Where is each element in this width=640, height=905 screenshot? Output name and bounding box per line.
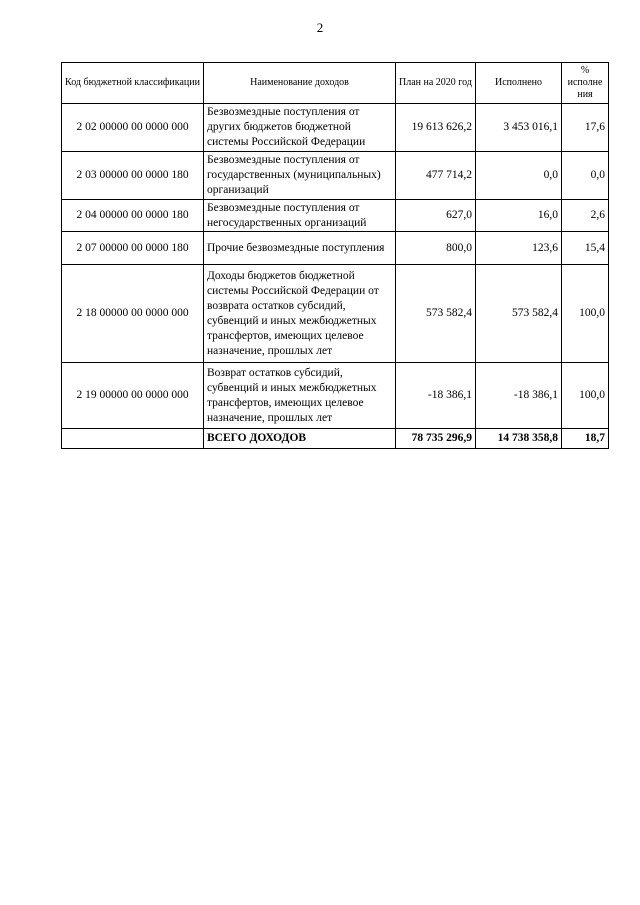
cell-code: 2 07 00000 00 0000 180 — [62, 232, 204, 265]
cell-percent: 100,0 — [562, 265, 609, 363]
total-plan: 78 735 296,9 — [396, 429, 476, 449]
total-row — [62, 429, 609, 449]
cell-executed: 16,0 — [476, 200, 562, 232]
page-number: 2 — [316, 20, 324, 35]
total-executed: 14 738 358,8 — [476, 429, 562, 449]
table-row — [62, 232, 609, 265]
header-name: Наименование доходов — [204, 63, 396, 104]
cell-plan: 573 582,4 — [396, 265, 476, 363]
cell-name: Доходы бюджетов бюджетной системы Российской Федерации от возврата остатков субсидий, субвенций и иных межбюджетных трансфертов, имеющих целевое назначение, прошлых лет — [204, 265, 396, 363]
cell-name: Прочие безвозмездные поступления — [204, 232, 396, 265]
total-percent: 18,7 — [562, 429, 609, 449]
cell-name: Безвозмездные поступления от других бюджетов бюджетной системы Российской Федерации — [204, 104, 396, 152]
table-header-row — [62, 63, 609, 104]
cell-percent: 15,4 — [562, 232, 609, 265]
cell-code: 2 19 00000 00 0000 000 — [62, 363, 204, 429]
cell-executed: 573 582,4 — [476, 265, 562, 363]
cell-executed: 123,6 — [476, 232, 562, 265]
cell-plan: -18 386,1 — [396, 363, 476, 429]
cell-percent: 2,6 — [562, 200, 609, 232]
total-label: ВСЕГО ДОХОДОВ — [204, 429, 396, 449]
table-row — [62, 200, 609, 232]
header-plan: План на 2020 год — [396, 63, 476, 104]
cell-name: Безвозмездные поступления от государственных (муниципальных) организаций — [204, 152, 396, 200]
cell-percent: 100,0 — [562, 363, 609, 429]
cell-code: 2 02 00000 00 0000 000 — [62, 104, 204, 152]
table-row — [62, 363, 609, 429]
total-code — [62, 429, 204, 449]
cell-code: 2 04 00000 00 0000 180 — [62, 200, 204, 232]
header-percent: % исполне ния — [562, 63, 609, 104]
cell-plan: 627,0 — [396, 200, 476, 232]
cell-executed: -18 386,1 — [476, 363, 562, 429]
cell-plan: 800,0 — [396, 232, 476, 265]
cell-executed: 0,0 — [476, 152, 562, 200]
header-code: Код бюджетной классификации — [62, 63, 204, 104]
cell-name: Возврат остатков субсидий, субвенций и иных межбюджетных трансфертов, имеющих целевое назначение, прошлых лет — [204, 363, 396, 429]
cell-code: 2 18 00000 00 0000 000 — [62, 265, 204, 363]
cell-name: Безвозмездные поступления от негосударственных организаций — [204, 200, 396, 232]
cell-executed: 3 453 016,1 — [476, 104, 562, 152]
table-row — [62, 265, 609, 363]
header-executed: Исполнено — [476, 63, 562, 104]
table-row — [62, 152, 609, 200]
revenue-table — [61, 62, 609, 449]
table-row — [62, 104, 609, 152]
cell-percent: 0,0 — [562, 152, 609, 200]
cell-plan: 477 714,2 — [396, 152, 476, 200]
cell-percent: 17,6 — [562, 104, 609, 152]
cell-plan: 19 613 626,2 — [396, 104, 476, 152]
cell-code: 2 03 00000 00 0000 180 — [62, 152, 204, 200]
